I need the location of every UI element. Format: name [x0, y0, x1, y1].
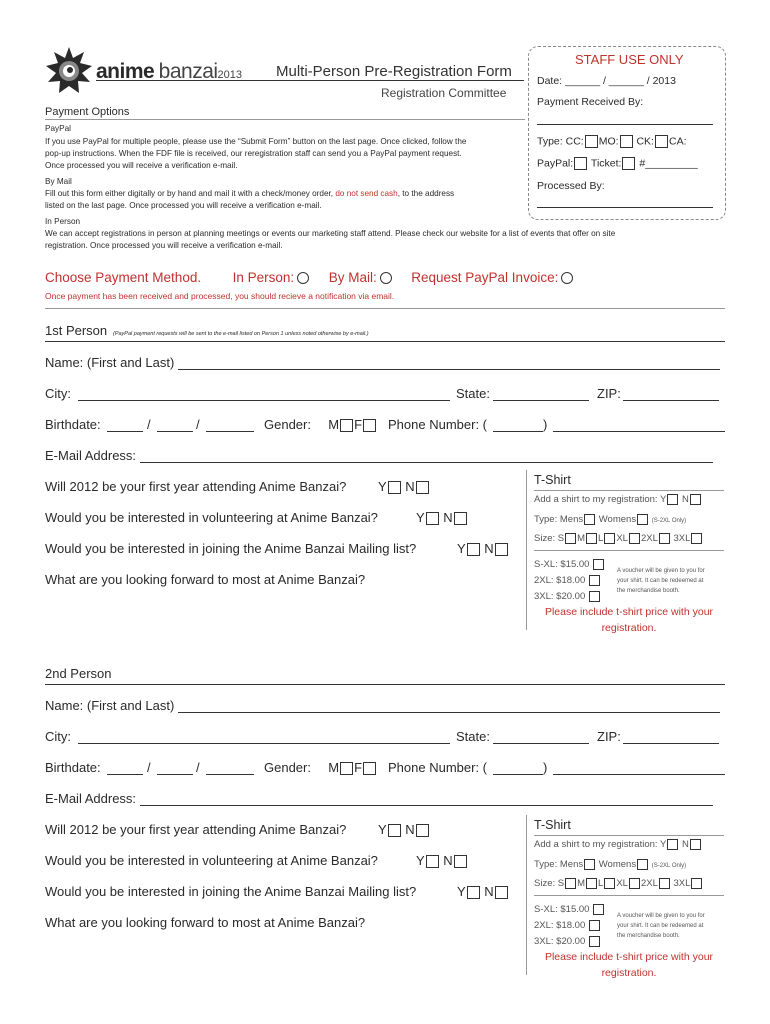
person-2-q1: Will 2012 be your first year attending Anime Banzai?	[45, 822, 347, 837]
price-2xl	[534, 575, 601, 586]
person-1-q4: What are you looking forward to most at Anime Banzai?	[45, 572, 366, 587]
staff-cc-label: CC:	[565, 135, 584, 148]
person-2-q3: Would you be interested in joining the Anime Banzai Mailing list?	[45, 884, 417, 899]
mo-checkbox[interactable]	[620, 135, 633, 148]
person-1-state-label: State:	[456, 386, 490, 401]
person-2-state-label: State:	[456, 729, 490, 744]
n-label: N	[484, 541, 494, 556]
size-s-label: S	[557, 878, 565, 890]
size-xl-checkbox[interactable]	[629, 878, 640, 889]
price-sxl-label: S-XL: $15.00	[534, 559, 590, 571]
y-label: Y	[416, 853, 425, 868]
logo	[44, 46, 244, 96]
person-1-female-checkbox[interactable]	[363, 419, 376, 432]
person-2-q1-answer	[378, 822, 430, 837]
tshirt-n-label: N	[682, 494, 689, 506]
voucher-line-3: the merchandise booth.	[617, 588, 680, 594]
tshirt-type-row	[534, 859, 686, 870]
tshirt-mens-checkbox[interactable]	[584, 514, 595, 525]
n-label: N	[405, 822, 415, 837]
size-s-label: S	[557, 533, 565, 545]
person-1-phone-area[interactable]	[493, 431, 543, 432]
staff-payment-received: Payment Received By:	[537, 96, 644, 108]
person-1-q2: Would you be interested in volunteering at Anime Banzai?	[45, 510, 378, 525]
include-line-1: Please include t-shirt price with your	[544, 606, 714, 618]
person-1-birth-year[interactable]	[206, 431, 254, 432]
person-1-q1-answer	[378, 479, 430, 494]
price-sxl-label: S-XL: $15.00	[534, 904, 590, 916]
person-1-birth-slash-2: /	[196, 417, 200, 432]
staff-paypal-label: PayPal:	[537, 157, 574, 170]
tshirt-y-label: Y	[660, 494, 667, 506]
in-person-option[interactable]	[233, 270, 310, 285]
size-l-checkbox[interactable]	[604, 878, 615, 889]
person-2-phone-number[interactable]	[553, 774, 725, 775]
person-2-q2-no[interactable]	[454, 855, 467, 868]
price-2xl-checkbox[interactable]	[589, 575, 600, 586]
person-1-birth-slash-1: /	[147, 417, 151, 432]
person-2-q1-no[interactable]	[416, 824, 429, 837]
person-1-state-field[interactable]	[493, 400, 589, 401]
size-l-label: L	[598, 878, 604, 890]
paypal-checkbox[interactable]	[574, 157, 587, 170]
price-sxl-checkbox[interactable]	[593, 904, 604, 915]
size-2xl-checkbox[interactable]	[659, 878, 670, 889]
person-2-birth-year[interactable]	[206, 774, 254, 775]
tshirt-price-rule	[534, 550, 724, 551]
in-person-heading: In Person	[45, 217, 81, 226]
price-2xl	[534, 920, 601, 931]
staff-mo-label: MO:	[598, 135, 619, 148]
price-sxl	[534, 904, 605, 915]
person-2-city-field[interactable]	[78, 743, 450, 744]
person-2-q3-no[interactable]	[495, 886, 508, 899]
person-1-q2-yes[interactable]	[426, 512, 439, 525]
person-1-phone-close: )	[543, 417, 548, 432]
n-label: N	[484, 884, 494, 899]
voucher-line-2: your shirt. It can be redeemed at	[617, 578, 704, 584]
n-label: N	[405, 479, 415, 494]
person-2-phone-close: )	[543, 760, 548, 775]
person-1-phone-label: Phone Number: (	[388, 417, 487, 432]
staff-paypal-row	[537, 157, 698, 170]
person-2-m-label: M	[328, 760, 340, 775]
size-2xl-label: 2XL	[640, 533, 658, 545]
in-person-line-1: We can accept registrations in person at planning meetings or events our marketing staff attend. Please check our website for a list of events that offer on site	[45, 229, 616, 238]
header-rule	[96, 80, 524, 81]
star-logo-icon	[44, 46, 94, 96]
tshirt-add-row	[534, 839, 702, 850]
tshirt-womens-note: (S-2XL Only)	[651, 518, 687, 525]
person-1-phone-number[interactable]	[553, 431, 725, 432]
person-2-name-field[interactable]	[178, 712, 720, 713]
person-1-q3-yes[interactable]	[467, 543, 480, 556]
staff-ca-label: CA:	[668, 135, 687, 148]
person-1-rule	[45, 341, 725, 342]
tshirt-rule	[534, 835, 724, 836]
size-2xl-label: 2XL	[640, 878, 658, 890]
person-1-q1-no[interactable]	[416, 481, 429, 494]
size-3xl-checkbox[interactable]	[691, 533, 702, 544]
person-1-f-label: F	[354, 417, 363, 432]
size-m-label: M	[577, 533, 586, 545]
cc-checkbox[interactable]	[585, 135, 598, 148]
tshirt-size-label: Size:	[534, 878, 556, 890]
tshirt-price-rule	[534, 895, 724, 896]
person-2-q3-yes[interactable]	[467, 886, 480, 899]
person-1-q3-no[interactable]	[495, 543, 508, 556]
y-label: Y	[457, 541, 466, 556]
paypal-line-3: Once processed you will receive a verification e-mail.	[45, 161, 238, 170]
size-xl-label: XL	[616, 878, 628, 890]
tshirt-mens-checkbox[interactable]	[584, 859, 595, 870]
payment-note: Once payment has been received and processed, you should recieve a notification via email.	[45, 291, 395, 301]
staff-use-box	[528, 46, 726, 220]
size-s-checkbox[interactable]	[565, 878, 576, 889]
person-2-birth-day[interactable]	[157, 774, 193, 775]
n-label: N	[443, 510, 453, 525]
include-price-note	[527, 604, 731, 636]
tshirt-type-label: Type:	[534, 514, 558, 526]
by-mail-radio[interactable]	[380, 272, 392, 284]
include-price-note	[527, 949, 731, 981]
size-xl-label: XL	[616, 533, 628, 545]
paypal-heading: PayPal	[45, 124, 71, 133]
person-2-f-label: F	[354, 760, 363, 775]
by-mail-label: By Mail:	[328, 270, 377, 285]
mail-heading: By Mail	[45, 177, 72, 186]
person-1-note: (PayPal payment requests will be sent to the e-mail listed on Person 1 unless noted otherwise by e-mail.)	[113, 331, 369, 337]
person-1-q2-no[interactable]	[454, 512, 467, 525]
person-2-rule	[45, 684, 725, 685]
include-line-2: registration.	[601, 622, 657, 634]
form-title: Multi-Person Pre-Registration Form	[276, 63, 512, 80]
price-2xl-checkbox[interactable]	[589, 920, 600, 931]
price-3xl	[534, 591, 601, 602]
tshirt-womens-checkbox[interactable]	[637, 859, 648, 870]
mail-line-1-b: , to the address	[397, 189, 455, 198]
staff-type-row	[537, 135, 687, 148]
person-1-zip-label: ZIP:	[597, 386, 621, 401]
tshirt-womens-label: Womens	[598, 514, 637, 526]
person-1-city-label: City:	[45, 386, 71, 401]
person-2-q3-answer	[457, 884, 509, 899]
tshirt-womens-checkbox[interactable]	[637, 514, 648, 525]
person-1-heading: 1st Person	[45, 323, 108, 338]
person-2-tshirt-box	[526, 815, 727, 979]
person-2-zip-label: ZIP:	[597, 729, 621, 744]
person-2-q2-yes[interactable]	[426, 855, 439, 868]
staff-ticket-number: #_________	[639, 157, 698, 170]
tshirt-rule	[534, 490, 724, 491]
size-3xl-label: 3XL	[673, 878, 691, 890]
tshirt-add-yes[interactable]	[667, 494, 678, 505]
person-1-birth-day[interactable]	[157, 431, 193, 432]
person-1-q1-yes[interactable]	[388, 481, 401, 494]
brand-light: banzai	[158, 60, 218, 83]
price-3xl	[534, 936, 601, 947]
choose-payment-row	[45, 270, 573, 285]
tshirt-type-label: Type:	[534, 859, 558, 871]
person-1-zip-field[interactable]	[623, 400, 719, 401]
tshirt-heading: T-Shirt	[534, 473, 571, 487]
voucher-note	[617, 911, 705, 941]
paypal-invoice-label: Request PayPal Invoice:	[411, 270, 559, 285]
tshirt-y-label: Y	[660, 839, 667, 851]
voucher-line-1: A voucher will be given to you for	[617, 913, 705, 919]
staff-type-label: Type:	[537, 135, 563, 148]
tshirt-add-label: Add a shirt to my registration:	[534, 839, 658, 851]
person-1-male-checkbox[interactable]	[340, 419, 353, 432]
price-3xl-checkbox[interactable]	[589, 591, 600, 602]
person-1-q1: Will 2012 be your first year attending Anime Banzai?	[45, 479, 347, 494]
price-3xl-label: 3XL: $20.00	[534, 936, 586, 948]
size-m-checkbox[interactable]	[586, 533, 597, 544]
person-2-q1-yes[interactable]	[388, 824, 401, 837]
person-1-q3: Would you be interested in joining the Anime Banzai Mailing list?	[45, 541, 417, 556]
size-m-checkbox[interactable]	[586, 878, 597, 889]
person-2-birth-month[interactable]	[107, 774, 143, 775]
person-1-email-label: E-Mail Address:	[45, 448, 137, 463]
person-2-male-checkbox[interactable]	[340, 762, 353, 775]
staff-processed-line	[537, 207, 713, 208]
person-2-heading: 2nd Person	[45, 666, 112, 681]
person-2-female-checkbox[interactable]	[363, 762, 376, 775]
size-2xl-checkbox[interactable]	[659, 533, 670, 544]
size-m-label: M	[577, 878, 586, 890]
person-2-name-label: Name: (First and Last)	[45, 698, 175, 713]
mail-line-2: listed on the last page. Once processed you will receive a verification e-mail.	[45, 201, 322, 210]
voucher-line-3: the merchandise booth.	[617, 933, 680, 939]
tshirt-size-row	[534, 878, 703, 889]
person-2-gender-row	[264, 760, 377, 775]
price-2xl-label: 2XL: $18.00	[534, 575, 586, 587]
n-label: N	[443, 853, 453, 868]
paypal-invoice-option[interactable]	[411, 270, 573, 285]
person-2-birth-slash-2: /	[196, 760, 200, 775]
ticket-checkbox[interactable]	[622, 157, 635, 170]
person-1-birthdate-label: Birthdate:	[45, 417, 101, 432]
form-subtitle: Registration Committee	[381, 86, 507, 100]
person-2-gender-label: Gender:	[264, 760, 311, 775]
paypal-line-2: pop-up instructions. When the FDF file is received, our reregistration staff can send you a PayPal payment request.	[45, 149, 462, 158]
person-2-email-label: E-Mail Address:	[45, 791, 137, 806]
by-mail-option[interactable]	[329, 270, 392, 285]
tshirt-womens-label: Womens	[598, 859, 637, 871]
person-2-q2: Would you be interested in volunteering at Anime Banzai?	[45, 853, 378, 868]
y-label: Y	[416, 510, 425, 525]
person-1-q2-answer	[416, 510, 468, 525]
in-person-label: In Person:	[232, 270, 295, 285]
price-2xl-label: 2XL: $18.00	[534, 920, 586, 932]
person-2-q4: What are you looking forward to most at Anime Banzai?	[45, 915, 366, 930]
person-2-q2-answer	[416, 853, 468, 868]
staff-ticket-label: Ticket:	[590, 157, 622, 170]
size-3xl-checkbox[interactable]	[691, 878, 702, 889]
size-s-checkbox[interactable]	[565, 533, 576, 544]
choose-payment-label: Choose Payment Method.	[45, 270, 202, 285]
staff-title: STAFF USE ONLY	[575, 52, 684, 67]
include-line-2: registration.	[601, 967, 657, 979]
paypal-invoice-radio[interactable]	[561, 272, 573, 284]
ck-checkbox[interactable]	[655, 135, 668, 148]
tshirt-add-label: Add a shirt to my registration:	[534, 494, 658, 506]
tshirt-mens-label: Mens	[559, 859, 584, 871]
tshirt-add-no[interactable]	[690, 494, 701, 505]
y-label: Y	[378, 822, 387, 837]
tshirt-add-row	[534, 494, 702, 505]
person-2-state-field[interactable]	[493, 743, 589, 744]
person-1-birth-month[interactable]	[107, 431, 143, 432]
staff-date: Date: ______ / ______ / 2013	[537, 75, 676, 87]
tshirt-size-row	[534, 533, 703, 544]
price-3xl-label: 3XL: $20.00	[534, 591, 586, 603]
person-1-m-label: M	[328, 417, 340, 432]
person-1-name-label: Name: (First and Last)	[45, 355, 175, 370]
payment-options-heading: Payment Options	[45, 106, 130, 118]
person-2-zip-field[interactable]	[623, 743, 719, 744]
y-label: Y	[457, 884, 466, 899]
tshirt-n-label: N	[682, 839, 689, 851]
mail-line-1-a: Fill out this form either digitally or by hand and mail it with a check/money order,	[45, 189, 336, 198]
staff-ck-label: CK:	[636, 135, 654, 148]
tshirt-type-row	[534, 514, 686, 525]
tshirt-add-yes[interactable]	[667, 839, 678, 850]
paypal-line-1: If you use PayPal for multiple people, please use the “Submit Form” button on the last page. Once clicked, follow the	[45, 137, 467, 146]
person-2-birthdate-label: Birthdate:	[45, 760, 101, 775]
payment-options-rule	[45, 119, 525, 120]
person-2-city-label: City:	[45, 729, 71, 744]
size-l-checkbox[interactable]	[604, 533, 615, 544]
size-xl-checkbox[interactable]	[629, 533, 640, 544]
tshirt-womens-note: (S-2XL Only)	[651, 863, 687, 870]
in-person-line-2: registration. Once processed you will receive a verification e-mail.	[45, 241, 283, 250]
size-l-label: L	[598, 533, 604, 545]
mail-line-1	[45, 188, 454, 200]
brand-year: 2013	[217, 69, 243, 81]
price-sxl	[534, 559, 605, 570]
person-1-email-field[interactable]	[140, 462, 713, 463]
include-line-1: Please include t-shirt price with your	[544, 951, 714, 963]
staff-payment-line	[537, 124, 713, 125]
person-2-phone-area[interactable]	[493, 774, 543, 775]
tshirt-heading: T-Shirt	[534, 818, 571, 832]
person-2-email-field[interactable]	[140, 805, 713, 806]
person-1-gender-label: Gender:	[264, 417, 311, 432]
y-label: Y	[378, 479, 387, 494]
person-1-city-field[interactable]	[78, 400, 450, 401]
voucher-line-1: A voucher will be given to you for	[617, 568, 705, 574]
person-2-birth-slash-1: /	[147, 760, 151, 775]
mail-no-cash: do not send cash	[335, 189, 398, 198]
voucher-note	[617, 566, 705, 596]
tshirt-mens-label: Mens	[559, 514, 584, 526]
tshirt-add-no[interactable]	[690, 839, 701, 850]
voucher-line-2: your shirt. It can be redeemed at	[617, 923, 704, 929]
staff-processed-by: Processed By:	[537, 180, 605, 192]
person-1-gender-row	[264, 417, 377, 432]
person-1-name-field[interactable]	[178, 369, 720, 370]
in-person-radio[interactable]	[297, 272, 309, 284]
person-2-phone-label: Phone Number: (	[388, 760, 487, 775]
person-1-q3-answer	[457, 541, 509, 556]
brand-bold: anime	[96, 60, 155, 83]
price-3xl-checkbox[interactable]	[589, 936, 600, 947]
choose-rule	[45, 308, 725, 309]
person-1-tshirt-box	[526, 470, 727, 634]
size-3xl-label: 3XL	[673, 533, 691, 545]
price-sxl-checkbox[interactable]	[593, 559, 604, 570]
tshirt-size-label: Size:	[534, 533, 556, 545]
